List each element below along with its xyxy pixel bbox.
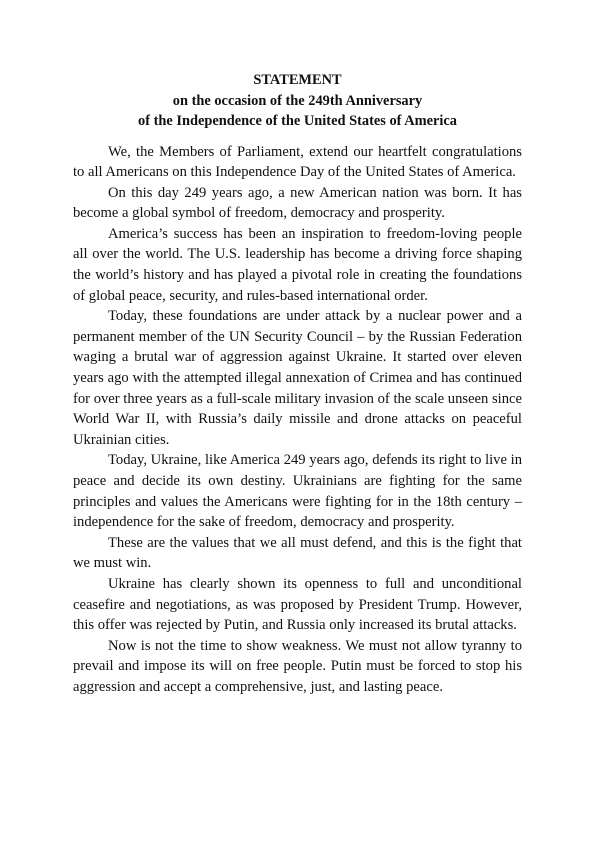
- paragraph-no-weakness: Now is not the time to show weakness. We must not allow tyranny to prevail and impose its will on free people. Putin must be forced to stop his aggression and accept a comprehensive, just, and lasting peace.: [73, 637, 522, 695]
- statement-body: [73, 142, 522, 698]
- paragraph-ceasefire: Ukraine has clearly shown its openness to full and unconditional ceasefire and negotiations, as was proposed by President Trump. However, this offer was rejected by Putin, and Russia only increased its brutal attacks.: [73, 575, 522, 634]
- title-line-occasion: on the occasion of the 249th Anniversary: [172, 92, 423, 109]
- paragraph-congratulations: We, the Members of Parliament, extend our heartfelt congratulations to all Americans on this Independence Day of the United States of America.: [73, 143, 522, 181]
- paragraph-values-to-defend: These are the values that we all must defend, and this is the fight that we must win.: [73, 534, 522, 572]
- title-line-independence: of the Independence of the United States of America: [138, 113, 457, 129]
- statement-title: [73, 70, 522, 132]
- paragraph-foundations-under-attack: Today, these foundations are under attack by a nuclear power and a permanent member of the UN Security Council – by the Russian Federation waging a brutal war of aggression against Ukraine. It started over eleven years ago with the attempted illegal annexation of Crimea and has continued for over three years as a full-scale military invasion of the scale unseen since World War II, with Russia’s daily missile and drone attacks on peaceful Ukrainian cities.: [73, 308, 522, 448]
- title-line-statement: STATEMENT: [253, 72, 342, 88]
- paragraph-ukraine-defends: Today, Ukraine, like America 249 years ago, defends its right to live in peace and decide its own destiny. Ukrainians are fighting for the same principles and values the Americans were fighting for in the 18th century – independence for the sake of freedom, democracy and prosperity.: [73, 452, 522, 531]
- paragraph-nation-born: On this day 249 years ago, a new American nation was born. It has become a global symbol of freedom, democracy and prosperity.: [73, 184, 522, 222]
- paragraph-america-success: America’s success has been an inspiration to freedom-loving people all over the world. The U.S. leadership has become a driving force shaping the world’s history and has played a pivotal role in creating the foundations of global peace, security, and rules-based international order.: [73, 225, 522, 304]
